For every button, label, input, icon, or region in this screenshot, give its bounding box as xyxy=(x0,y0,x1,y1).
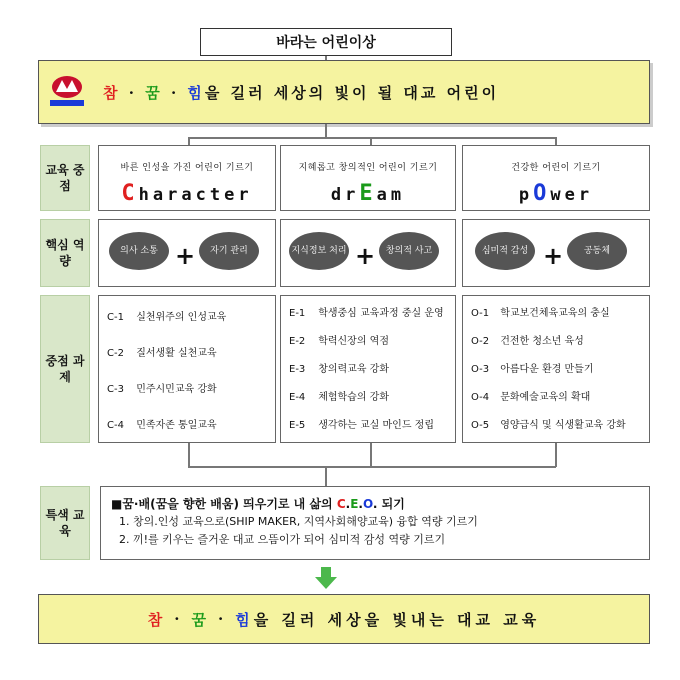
connector xyxy=(188,466,556,468)
side-label-edu: 교육 중점 xyxy=(40,145,90,211)
connector xyxy=(188,137,190,145)
task-code: O-1 xyxy=(471,308,490,319)
task-panel-3 xyxy=(462,295,650,443)
connector xyxy=(325,124,327,138)
task-text: 질서생활 실천교육 xyxy=(136,348,217,359)
task-code: O-3 xyxy=(471,364,490,375)
competency-ellipse: 공동체 xyxy=(567,232,627,270)
task-text: 영양급식 및 식생활교육 강화 xyxy=(500,420,626,431)
final-rest: 을 길러 세상을 빛내는 대교 교육 xyxy=(253,610,541,629)
bullet-icon: ■ xyxy=(111,497,123,511)
final-dot: · xyxy=(174,610,184,628)
edu-word-highlight: O xyxy=(533,181,551,206)
task-item xyxy=(471,304,610,319)
plus-icon: + xyxy=(543,242,564,270)
goal-char-2: 꿈 xyxy=(145,83,163,102)
competency-ellipse: 자기 관리 xyxy=(199,232,259,270)
task-text: 민족자존 통일교육 xyxy=(136,420,217,431)
final-banner xyxy=(38,594,650,644)
task-item xyxy=(107,380,217,395)
task-item xyxy=(289,416,434,431)
edu-panel-power xyxy=(462,145,650,211)
connector xyxy=(188,137,556,139)
edu-subtitle: 건강한 어린이 기르기 xyxy=(511,163,601,173)
edu-word-rest: dr xyxy=(330,185,360,205)
edu-word-rest: wer xyxy=(550,185,594,205)
task-text: 건전한 청소년 육성 xyxy=(500,336,584,347)
edu-word-highlight: E xyxy=(359,181,377,206)
task-item xyxy=(471,388,590,403)
goal-dot: · xyxy=(128,83,137,102)
core-panel-2 xyxy=(280,219,456,287)
special-heading xyxy=(111,495,639,513)
task-code: O-4 xyxy=(471,392,490,403)
core-panel-3 xyxy=(462,219,650,287)
final-char-1: 참 xyxy=(147,610,167,629)
task-panel-2 xyxy=(280,295,456,443)
edu-word-rest: p xyxy=(518,185,534,205)
final-char-2: 꿈 xyxy=(191,610,210,629)
page-title: 바라는 어린이상 xyxy=(200,28,452,56)
edu-word-rest: haracter xyxy=(138,185,253,205)
task-code: O-2 xyxy=(471,336,490,347)
connector xyxy=(325,466,327,486)
plus-icon: + xyxy=(175,242,196,270)
task-code: C-4 xyxy=(107,420,124,431)
task-text: 학력신장의 역점 xyxy=(318,336,389,347)
core-panel-1 xyxy=(98,219,276,287)
goal-char-1: 참 xyxy=(103,83,121,102)
edu-word-highlight: C xyxy=(121,181,139,206)
task-item xyxy=(289,388,389,403)
competency-ellipse: 의사 소통 xyxy=(109,232,169,270)
task-item xyxy=(289,332,389,347)
task-text: 아름다운 환경 만들기 xyxy=(500,364,594,375)
school-logo-icon xyxy=(48,74,86,108)
ceo-letter: C xyxy=(336,497,346,511)
special-heading-text: 되기 xyxy=(377,497,405,511)
special-heading-text: 꿈·배(꿈을 향한 배움) 띄우기로 내 삶의 xyxy=(122,497,337,511)
task-item xyxy=(471,416,626,431)
task-item xyxy=(471,332,584,347)
connector xyxy=(370,137,372,145)
plus-icon: + xyxy=(355,242,376,270)
connector xyxy=(188,443,190,467)
edu-word-rest: am xyxy=(376,185,406,205)
final-dot: · xyxy=(218,610,228,628)
competency-ellipse: 지식정보 처리 xyxy=(289,232,349,270)
task-code: E-4 xyxy=(289,392,306,403)
task-item xyxy=(107,344,217,359)
side-label-special: 특색 교육 xyxy=(40,486,90,560)
goal-dot: · xyxy=(170,83,180,102)
connector xyxy=(555,137,557,145)
edu-word xyxy=(281,181,455,206)
edu-subtitle: 바른 인성을 가진 어린이 기르기 xyxy=(120,163,254,173)
task-code: C-2 xyxy=(107,348,124,359)
down-arrow-icon xyxy=(314,566,338,590)
task-item xyxy=(289,304,444,319)
final-char-3: 힘 xyxy=(235,610,254,629)
task-panel-1 xyxy=(98,295,276,443)
edu-word xyxy=(463,181,649,206)
task-text: 체험학습의 강화 xyxy=(318,392,389,403)
task-text: 실천위주의 인성교육 xyxy=(136,312,227,323)
special-item: 2. 끼!를 키우는 즐거운 대교 으뜸이가 되어 심미적 감성 역량 기르기 xyxy=(119,533,446,546)
special-edu-box xyxy=(100,486,650,560)
task-code: O-5 xyxy=(471,420,490,431)
ceo-letter: O xyxy=(362,497,373,511)
edu-panel-character xyxy=(98,145,276,211)
task-item xyxy=(289,360,389,375)
connector xyxy=(370,443,372,467)
ceo-letter: E xyxy=(350,497,359,511)
task-code: E-5 xyxy=(289,420,306,431)
task-code: E-3 xyxy=(289,364,306,375)
ceo-dot: . xyxy=(345,497,351,511)
side-label-tasks: 중점 과제 xyxy=(40,295,90,443)
task-item xyxy=(107,308,226,323)
connector xyxy=(555,443,557,467)
goal-char-3: 힘 xyxy=(187,83,205,102)
edu-word xyxy=(99,181,275,206)
side-label-core: 핵심 역량 xyxy=(40,219,90,287)
task-item xyxy=(107,416,217,431)
special-item: 1. 창의.인성 교육으로(SHIP MAKER, 지역사회해양교육) 융합 역량 기르기 xyxy=(119,515,478,528)
goal-rest: 을 길러 세상의 빛이 될 대교 어린이 xyxy=(204,83,500,102)
competency-ellipse: 심미적 감성 xyxy=(475,232,535,270)
ceo-dot: . xyxy=(358,497,363,511)
task-text: 창의력교육 강화 xyxy=(318,364,389,375)
task-code: E-1 xyxy=(289,308,306,319)
task-text: 생각하는 교실 마인드 정립 xyxy=(318,420,434,431)
task-code: C-3 xyxy=(107,384,124,395)
ceo-dot: . xyxy=(372,497,378,511)
task-code: E-2 xyxy=(289,336,306,347)
edu-panel-dream xyxy=(280,145,456,211)
goal-banner xyxy=(38,60,650,124)
task-item xyxy=(471,360,594,375)
edu-subtitle: 지혜롭고 창의적인 어린이 기르기 xyxy=(298,163,438,173)
task-text: 학교보건체육교육의 충실 xyxy=(500,308,610,319)
task-text: 문화예술교육의 확대 xyxy=(500,392,591,403)
goal-text xyxy=(103,82,499,103)
task-text: 학생중심 교육과정 중실 운영 xyxy=(318,308,444,319)
task-text: 민주시민교육 강화 xyxy=(136,384,217,395)
task-code: C-1 xyxy=(107,312,124,323)
competency-ellipse: 창의적 사고 xyxy=(379,232,439,270)
